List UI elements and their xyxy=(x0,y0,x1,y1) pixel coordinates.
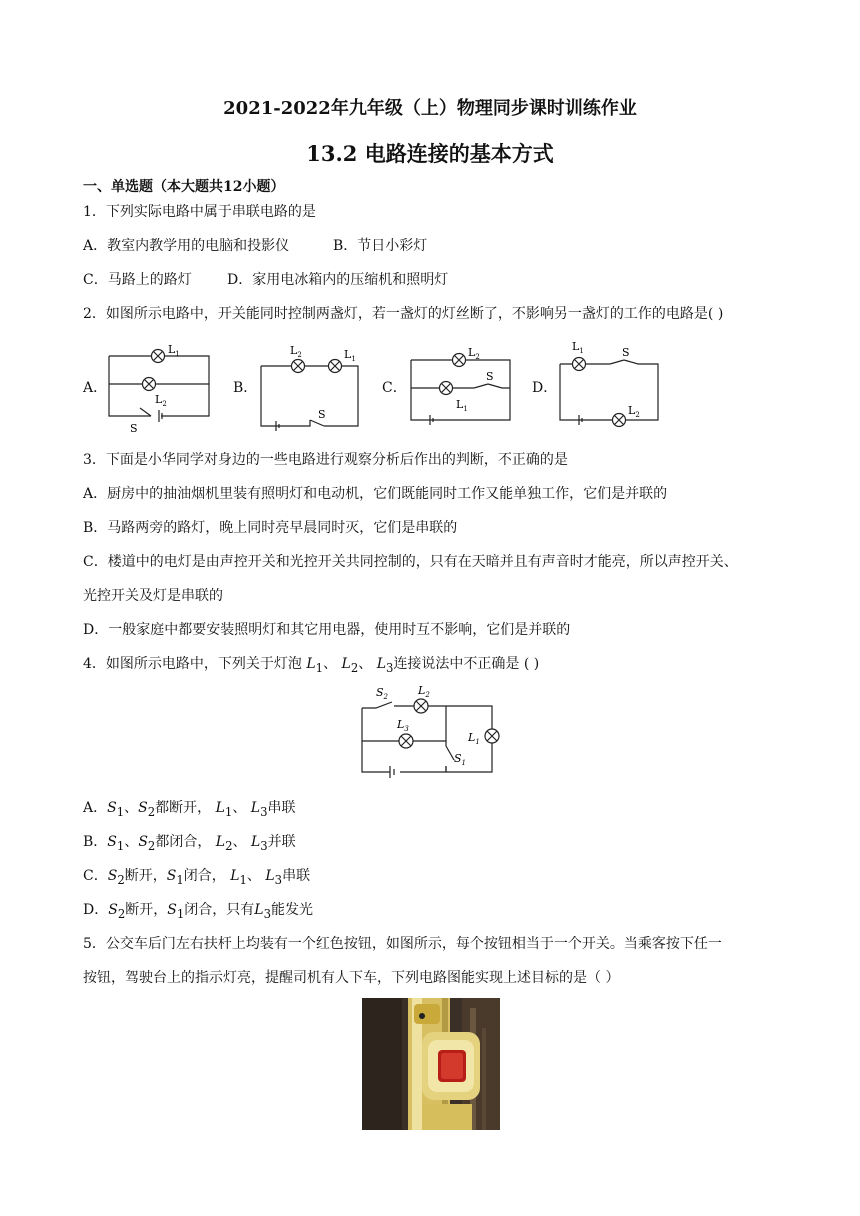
document-title: 2021-2022年九年级（上）物理同步课时训练作业 xyxy=(223,98,637,119)
q2a-l1-label: $L_1$ xyxy=(168,343,180,358)
q4-option-b: B．$S_1$、$S_2$都闭合， $L_2$、 $L_3$并联 xyxy=(83,834,296,853)
q4-s2-label: $S_2$ xyxy=(376,686,389,701)
q2-stem: 2．如图所示电路中，开关能同时控制两盏灯，若一盏灯的灯丝断了，不影响另一盏灯的工作的电路是( ) xyxy=(83,306,724,322)
q3-option-a: A．厨房中的抽油烟机里装有照明灯和电动机，它们既能同时工作又能单独工作，它们是并联的 xyxy=(83,486,668,502)
q2d-l1-label: $L_1$ xyxy=(572,340,584,355)
q4-l2-label: $L_2$ xyxy=(418,684,430,699)
q4-s1-label: $S_1$ xyxy=(454,752,467,767)
q4-option-a: A．$S_1$、$S_2$都断开， $L_1$、 $L_3$串联 xyxy=(83,800,296,819)
q3-stem: 3．下面是小华同学对身边的一些电路进行观察分析后作出的判断，不正确的是 xyxy=(83,452,568,468)
q4-circuit xyxy=(356,680,506,780)
q2-circuit-b xyxy=(254,338,366,434)
q1-option-c: C．马路上的路灯 xyxy=(83,272,192,288)
q1-stem: 1．下列实际电路中属于串联电路的是 xyxy=(83,204,316,220)
q4-l3-label: $L_3$ xyxy=(397,718,409,733)
q3-option-c-line1: C．楼道中的电灯是由声控开关和光控开关共同控制的，只有在天暗并且有声音时才能亮，所以声控开关、 xyxy=(83,554,738,570)
q2-option-a-label: A． xyxy=(83,380,108,396)
q1-option-a: A．教室内教学用的电脑和投影仪 xyxy=(83,238,290,254)
q2c-s-label: S xyxy=(486,370,494,383)
q2b-s-label: S xyxy=(318,408,326,421)
lesson-title: 13.2 电路连接的基本方式 xyxy=(306,141,554,166)
q2d-l2-label: $L_2$ xyxy=(628,404,640,419)
q2c-l2-label: $L_2$ xyxy=(468,346,480,361)
q4-option-d: D．$S_2$断开，$S_1$闭合，只有$L_3$能发光 xyxy=(83,902,313,921)
bus-button-illustration xyxy=(362,998,500,1130)
q2-circuit-c xyxy=(404,338,518,434)
q2-circuit-a xyxy=(104,338,216,434)
q4-option-c: C．$S_2$断开，$S_1$闭合， $L_1$、 $L_3$串联 xyxy=(83,868,311,887)
section-heading: 一、单选题（本大题共12小题） xyxy=(83,179,285,195)
q2d-s-label: S xyxy=(622,346,630,359)
q2c-l1-label: $L_1$ xyxy=(456,398,468,413)
q5-stem-line2: 按钮，驾驶台上的指示灯亮，提醒司机有人下车，下列电路图能实现上述目标的是（ ） xyxy=(83,970,620,986)
q2a-l2-label: $L_2$ xyxy=(155,393,167,408)
q5-stem-line1: 5．公交车后门左右扶杆上均装有一个红色按钮，如图所示，每个按钮相当于一个开关。当乘客按下任一 xyxy=(83,936,722,952)
q2a-s-label: S xyxy=(130,422,138,434)
bus-button-photo xyxy=(362,998,500,1130)
q3-option-d: D．一般家庭中都要安装照明灯和其它用电器，使用时互不影响，它们是并联的 xyxy=(83,622,571,638)
q2b-l1-label: $L_1$ xyxy=(344,348,356,363)
q1-option-b: B．节日小彩灯 xyxy=(333,238,428,254)
q2b-l2-label: $L_2$ xyxy=(290,344,302,359)
q3-option-b: B．马路两旁的路灯，晚上同时亮早晨同时灭，它们是串联的 xyxy=(83,520,458,536)
q4-stem: 4．如图所示电路中，下列关于灯泡 $L_1$、 $L_2$、 $L_3$连接说法中不正确是 ( ) xyxy=(83,656,540,675)
q2-option-b-label: B． xyxy=(233,380,258,396)
q1-option-d: D．家用电冰箱内的压缩机和照明灯 xyxy=(227,272,449,288)
q3-option-c-line2: 光控开关及灯是串联的 xyxy=(83,588,223,604)
q2-option-d-label: D． xyxy=(532,380,558,396)
q2-option-c-label: C． xyxy=(382,380,407,396)
q4-l1-label: $L_1$ xyxy=(468,731,480,746)
q2-circuit-d xyxy=(554,334,664,434)
